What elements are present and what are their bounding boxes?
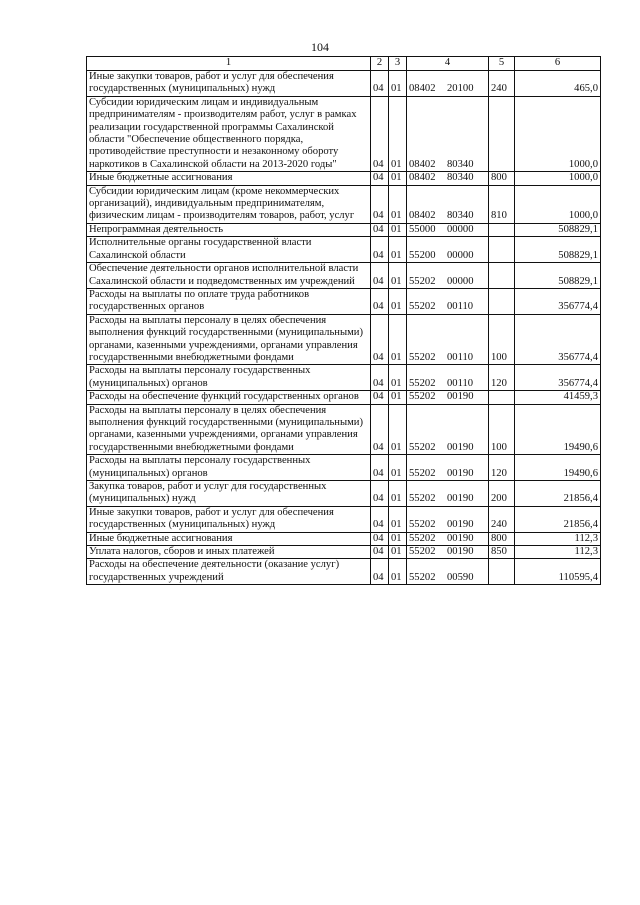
row-target-article-cell (407, 546, 489, 559)
row-section-cell: 04 (371, 288, 389, 314)
row-sum-cell: 112,3 (515, 532, 601, 545)
row-section-cell: 04 (371, 237, 389, 263)
row-sum-cell: 508829,1 (515, 263, 601, 289)
header-col-4: 4 (407, 57, 489, 71)
target-article-part-b: 00190 (447, 546, 474, 558)
row-subsection-cell: 01 (389, 481, 407, 507)
row-subsection-cell: 01 (389, 455, 407, 481)
row-name-cell: Обеспечение деятельности органов исполнительной власти Сахалинской области и подведомственных им учреждений (87, 263, 371, 289)
target-article-part-a: 55202 (409, 377, 436, 389)
table-row (87, 71, 601, 97)
row-subsection-cell: 01 (389, 172, 407, 185)
row-name-cell: Иные бюджетные ассигнования (87, 532, 371, 545)
row-section-cell: 04 (371, 404, 389, 455)
target-article-part-b: 00190 (447, 391, 474, 403)
target-article-part-a: 55202 (409, 441, 436, 453)
header-col-2: 2 (371, 57, 389, 71)
target-article-part-a: 08402 (409, 158, 436, 170)
row-target-article-cell (407, 506, 489, 532)
target-article-part-a: 55202 (409, 546, 436, 558)
row-section-cell: 04 (371, 96, 389, 171)
row-section-cell: 04 (371, 506, 389, 532)
row-section-cell: 04 (371, 391, 389, 404)
row-subsection-cell: 01 (389, 391, 407, 404)
target-article-part-b: 00190 (447, 467, 474, 479)
row-target-article-cell (407, 223, 489, 236)
target-article-part-a: 55202 (409, 532, 436, 544)
target-article-part-b: 00590 (447, 571, 474, 583)
row-expense-type-cell (489, 559, 515, 585)
table-row (87, 455, 601, 481)
row-name-cell: Непрограммная деятельность (87, 223, 371, 236)
row-target-article-cell (407, 172, 489, 185)
target-article-part-a: 55202 (409, 275, 436, 287)
header-col-5: 5 (489, 57, 515, 71)
row-subsection-cell: 01 (389, 237, 407, 263)
row-section-cell: 04 (371, 71, 389, 97)
target-article-part-b: 00110 (447, 377, 474, 389)
row-expense-type-cell (489, 237, 515, 263)
table-row (87, 546, 601, 559)
target-article-part-a: 55202 (409, 391, 436, 403)
row-subsection-cell: 01 (389, 404, 407, 455)
table-row (87, 314, 601, 365)
table-row (87, 391, 601, 404)
target-article-part-b: 80340 (447, 158, 474, 170)
target-article-part-b: 00000 (447, 275, 474, 287)
row-name-cell: Расходы на выплаты по оплате труда работников государственных органов (87, 288, 371, 314)
target-article-part-a: 55202 (409, 519, 436, 531)
row-subsection-cell: 01 (389, 365, 407, 391)
row-target-article-cell (407, 96, 489, 171)
row-subsection-cell: 01 (389, 532, 407, 545)
row-sum-cell: 465,0 (515, 71, 601, 97)
row-sum-cell: 356774,4 (515, 314, 601, 365)
row-name-cell: Уплата налогов, сборов и иных платежей (87, 546, 371, 559)
row-target-article-cell (407, 263, 489, 289)
row-sum-cell: 356774,4 (515, 288, 601, 314)
row-expense-type-cell: 120 (489, 455, 515, 481)
table-row (87, 223, 601, 236)
table-body (87, 71, 601, 585)
target-article-part-a: 55200 (409, 249, 436, 261)
table-row (87, 237, 601, 263)
row-name-cell: Расходы на выплаты персоналу государственных (муниципальных) органов (87, 455, 371, 481)
target-article-part-a: 55202 (409, 467, 436, 479)
row-name-cell: Иные бюджетные ассигнования (87, 172, 371, 185)
row-sum-cell: 21856,4 (515, 506, 601, 532)
row-subsection-cell: 01 (389, 96, 407, 171)
target-article-part-b: 80340 (447, 172, 474, 184)
target-article-part-b: 80340 (447, 210, 474, 222)
row-subsection-cell: 01 (389, 546, 407, 559)
row-expense-type-cell (489, 391, 515, 404)
target-article-part-a: 55202 (409, 493, 436, 505)
row-section-cell: 04 (371, 546, 389, 559)
row-sum-cell: 110595,4 (515, 559, 601, 585)
row-expense-type-cell: 800 (489, 172, 515, 185)
row-name-cell: Субсидии юридическим лицам (кроме некоммерческих организаций), индивидуальным предпринимателям, физическим лицам - производителям товаров, работ, услуг (87, 185, 371, 223)
row-expense-type-cell (489, 263, 515, 289)
row-sum-cell: 1000,0 (515, 185, 601, 223)
row-sum-cell: 1000,0 (515, 172, 601, 185)
table-row (87, 532, 601, 545)
row-subsection-cell: 01 (389, 559, 407, 585)
table-row (87, 263, 601, 289)
row-section-cell: 04 (371, 185, 389, 223)
row-section-cell: 04 (371, 481, 389, 507)
row-section-cell: 04 (371, 365, 389, 391)
target-article-part-b: 00190 (447, 441, 474, 453)
header-col-1: 1 (87, 57, 371, 71)
row-target-article-cell (407, 237, 489, 263)
row-target-article-cell (407, 288, 489, 314)
row-target-article-cell (407, 559, 489, 585)
target-article-part-a: 08402 (409, 210, 436, 222)
row-sum-cell: 508829,1 (515, 223, 601, 236)
header-col-6: 6 (515, 57, 601, 71)
row-expense-type-cell: 120 (489, 365, 515, 391)
row-target-article-cell (407, 404, 489, 455)
target-article-part-b: 20100 (447, 83, 474, 95)
row-name-cell: Иные закупки товаров, работ и услуг для обеспечения государственных (муниципальных) нужд (87, 71, 371, 97)
row-subsection-cell: 01 (389, 71, 407, 97)
row-name-cell: Иные закупки товаров, работ и услуг для обеспечения государственных (муниципальных) нужд (87, 506, 371, 532)
row-target-article-cell (407, 391, 489, 404)
row-section-cell: 04 (371, 314, 389, 365)
page-number: 104 (311, 40, 329, 54)
row-sum-cell: 21856,4 (515, 481, 601, 507)
row-sum-cell: 112,3 (515, 546, 601, 559)
target-article-part-b: 00190 (447, 519, 474, 531)
row-target-article-cell (407, 455, 489, 481)
row-expense-type-cell: 100 (489, 314, 515, 365)
target-article-part-b: 00190 (447, 532, 474, 544)
row-expense-type-cell: 850 (489, 546, 515, 559)
table-row (87, 172, 601, 185)
target-article-part-a: 55000 (409, 223, 436, 235)
row-name-cell: Расходы на выплаты персоналу в целях обеспечения выполнения функций государственными (муниципальными) органами, казенными учреждениями, органами управления государственными внебюджетными фондами (87, 404, 371, 455)
target-article-part-b: 00000 (447, 249, 474, 261)
row-target-article-cell (407, 71, 489, 97)
table-row (87, 404, 601, 455)
row-subsection-cell: 01 (389, 223, 407, 236)
row-target-article-cell (407, 185, 489, 223)
row-expense-type-cell: 240 (489, 506, 515, 532)
row-sum-cell: 356774,4 (515, 365, 601, 391)
row-sum-cell: 19490,6 (515, 404, 601, 455)
row-name-cell: Закупка товаров, работ и услуг для государственных (муниципальных) нужд (87, 481, 371, 507)
row-subsection-cell: 01 (389, 263, 407, 289)
row-target-article-cell (407, 314, 489, 365)
target-article-part-b: 00190 (447, 493, 474, 505)
row-section-cell: 04 (371, 223, 389, 236)
row-expense-type-cell: 200 (489, 481, 515, 507)
row-name-cell: Расходы на обеспечение функций государственных органов (87, 391, 371, 404)
row-expense-type-cell (489, 223, 515, 236)
row-name-cell: Субсидии юридическим лицам и индивидуальным предпринимателям - производителям работ, услуг в рамках реализации государственной программы Сахалинской области "Обеспечение общественного порядка, противодействие преступности и незаконному обороту наркотиков в Сахалинской области на 2013-2020 годы" (87, 96, 371, 171)
row-name-cell: Исполнительные органы государственной власти Сахалинской области (87, 237, 371, 263)
row-target-article-cell (407, 481, 489, 507)
table-row (87, 506, 601, 532)
table-row (87, 365, 601, 391)
row-name-cell: Расходы на выплаты персоналу в целях обеспечения выполнения функций государственными (муниципальными) органами, казенными учреждениями, органами управления государственными внебюджетными фондами (87, 314, 371, 365)
table-header-row (87, 57, 601, 71)
table-row (87, 481, 601, 507)
row-sum-cell: 508829,1 (515, 237, 601, 263)
row-target-article-cell (407, 365, 489, 391)
table-row (87, 185, 601, 223)
row-name-cell: Расходы на обеспечение деятельности (оказание услуг) государственных учреждений (87, 559, 371, 585)
target-article-part-a: 08402 (409, 172, 436, 184)
row-section-cell: 04 (371, 455, 389, 481)
row-subsection-cell: 01 (389, 185, 407, 223)
target-article-part-a: 55202 (409, 571, 436, 583)
target-article-part-a: 55202 (409, 351, 436, 363)
header-col-3: 3 (389, 57, 407, 71)
target-article-part-b: 00000 (447, 223, 474, 235)
target-article-part-a: 08402 (409, 83, 436, 95)
budget-table (86, 56, 601, 585)
row-target-article-cell (407, 532, 489, 545)
table-row (87, 96, 601, 171)
row-section-cell: 04 (371, 559, 389, 585)
target-article-part-a: 55202 (409, 301, 436, 313)
row-subsection-cell: 01 (389, 314, 407, 365)
target-article-part-b: 00110 (447, 301, 474, 313)
row-expense-type-cell: 800 (489, 532, 515, 545)
row-name-cell: Расходы на выплаты персоналу государственных (муниципальных) органов (87, 365, 371, 391)
row-section-cell: 04 (371, 172, 389, 185)
row-subsection-cell: 01 (389, 288, 407, 314)
row-expense-type-cell (489, 288, 515, 314)
row-sum-cell: 41459,3 (515, 391, 601, 404)
row-expense-type-cell (489, 96, 515, 171)
row-sum-cell: 19490,6 (515, 455, 601, 481)
row-expense-type-cell: 100 (489, 404, 515, 455)
row-expense-type-cell: 240 (489, 71, 515, 97)
table-row (87, 559, 601, 585)
row-section-cell: 04 (371, 532, 389, 545)
row-sum-cell: 1000,0 (515, 96, 601, 171)
row-expense-type-cell: 810 (489, 185, 515, 223)
target-article-part-b: 00110 (447, 351, 474, 363)
row-subsection-cell: 01 (389, 506, 407, 532)
table-row (87, 288, 601, 314)
row-section-cell: 04 (371, 263, 389, 289)
